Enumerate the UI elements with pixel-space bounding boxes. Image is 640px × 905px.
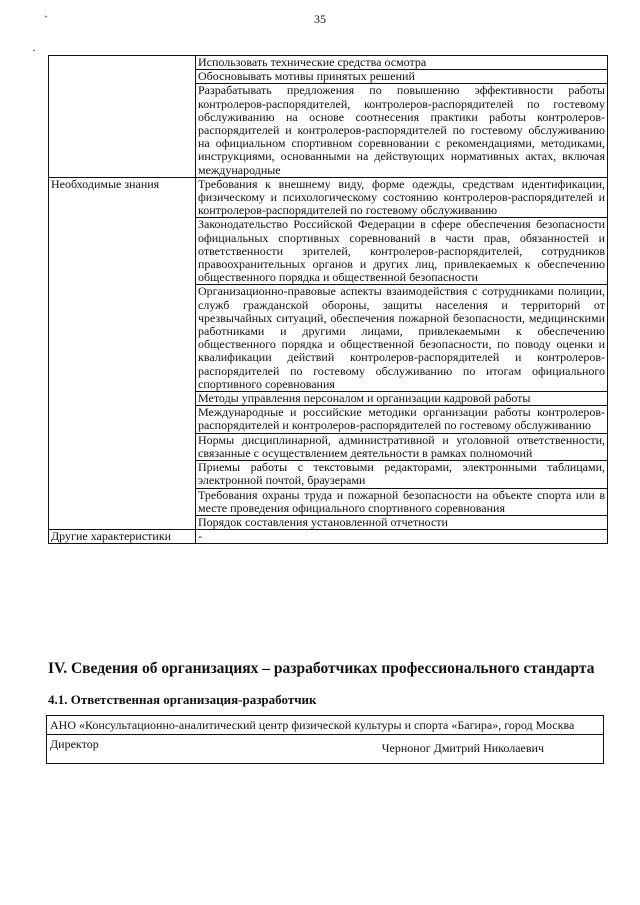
skills-label-cell (49, 56, 196, 178)
knowledge-item: Организационно-правовые аспекты взаимодействия с сотрудниками полиции, служб гражданской обороны, защиты населения и территорий от чрезвычайных ситуаций, обеспечения пожарной безопасности, медицинскими работниками и другими лицами, привлекаемыми к обеспечению общественного порядка и общественной безопасности, по поводу оценки и квалификации действий контролеров-распорядителей и контролеров-распорядителей по гостевому обслуживанию по итогам официального спортивного соревнования (196, 285, 608, 392)
table-row (47, 735, 604, 764)
signer-name: Черноног Дмитрий Николаевич (381, 741, 544, 755)
section-title: IV. Сведения об организациях – разработчиках профессионального стандарта (48, 660, 595, 677)
signer-cell (47, 735, 604, 764)
subsection-title: 4.1. Ответственная организация-разработчик (48, 692, 317, 707)
scan-mark: ` (44, 13, 48, 27)
organization-table (46, 715, 604, 764)
knowledge-item: Международные и российские методики организации работы контролеров-распорядителей и контролеров-распорядителей по гостевому обслуживанию (196, 406, 608, 433)
other-label: Другие характеристики (49, 530, 196, 544)
knowledge-item: Требования к внешнему виду, форме одежды, средствам идентификации, физическому и психологическому состоянию контролеров-распорядителей и контролеров-распорядителей по гостевому обслуживанию (196, 177, 608, 218)
table-row (49, 530, 608, 544)
knowledge-item: Нормы дисциплинарной, административной и уголовной ответственности, связанные с осуществлением деятельности в рамках полномочий (196, 433, 608, 460)
competency-table (48, 55, 608, 544)
table-row (47, 716, 604, 735)
other-value: - (196, 530, 608, 544)
signer-position: Директор (50, 737, 99, 751)
table-row (49, 177, 608, 218)
knowledge-label: Необходимые знания (49, 177, 196, 529)
skill-item: Разрабатывать предложения по повышению эффективности работы контролеров-распорядителей, контролеров-распорядителей по гостевому обслуживанию на основе соотнесения практики работы контролеров-распорядителей и контролеров-распорядителей по гостевому обслуживанию на официальном спортивном соревновании с рекомендациями, методиками, инструкциями, основанными на действующих нормативных актах, включая международные (196, 84, 608, 177)
knowledge-item: Требования охраны труда и пожарной безопасности на объекте спорта или в месте проведения официального спортивного соревнования (196, 488, 608, 515)
knowledge-item: Методы управления персоналом и организации кадровой работы (196, 392, 608, 406)
skill-item: Обосновывать мотивы принятых решений (196, 70, 608, 84)
knowledge-item: Порядок составления установленной отчетности (196, 515, 608, 529)
table-row (49, 56, 608, 70)
knowledge-item: Приемы работы с текстовыми редакторами, электронными таблицами, электронной почтой, браузерами (196, 461, 608, 488)
organization-name: АНО «Консультационно-аналитический центр физической культуры и спорта «Багира», город Москва (47, 716, 604, 735)
page-number: 35 (314, 12, 326, 26)
skill-item: Использовать технические средства осмотра (196, 56, 608, 70)
knowledge-item: Законодательство Российской Федерации в сфере обеспечения безопасности официальных спортивных соревнований в части прав, обязанностей и ответственности зрителей, контролеров-распорядителей, сотрудников правоохранительных органов и других лиц, привлекаемых к обеспечению общественного порядка и общественной безопасности (196, 218, 608, 285)
scan-dot: · (32, 43, 36, 57)
